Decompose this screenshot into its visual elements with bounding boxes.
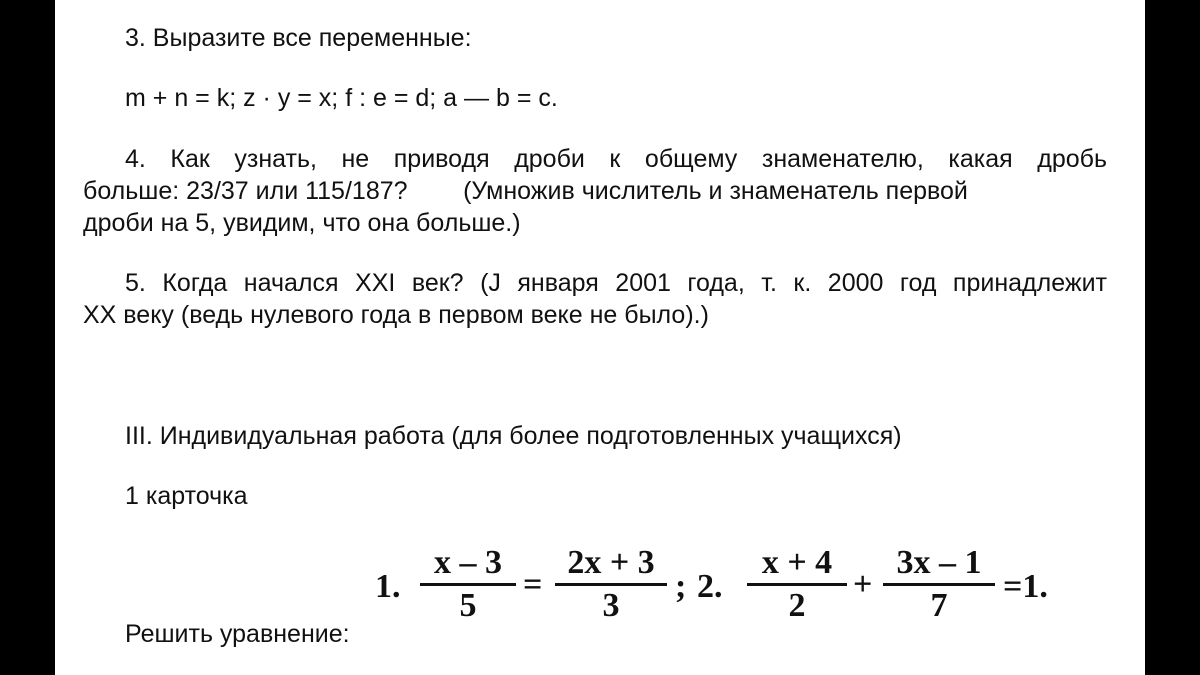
section-heading: III. Индивидуальная работа (для более подготовленных учащихся) (125, 422, 902, 450)
fraction-numerator: 3x – 1 (896, 544, 982, 581)
equation-separator: ; (675, 568, 687, 605)
equation1-right-fraction (555, 543, 667, 626)
task3-title: 3. Выразите все переменные: (125, 24, 472, 52)
fraction-denominator: 7 (930, 587, 948, 624)
fraction-denominator: 2 (788, 587, 806, 624)
document-page (55, 0, 1145, 675)
solve-label: Решить уравнение: (125, 620, 350, 648)
card-label: 1 карточка (125, 482, 248, 510)
task4-line3: дроби на 5, увидим, что она больше.) (83, 209, 521, 237)
fraction-denominator: 3 (602, 587, 620, 624)
equation2-plus: + (853, 566, 873, 603)
task4-line2: больше: 23/37 или 115/187? (Умножив числитель и знаменатель первой (83, 177, 968, 205)
task4-line1: 4. Как узнать, не приводя дроби к общему знаменателю, какая дробь (125, 145, 1107, 173)
fraction-numerator: 2x + 3 (567, 544, 655, 581)
equation2-label: 2. (697, 568, 723, 605)
fraction-numerator: x + 4 (761, 544, 833, 581)
equation1-left-fraction (420, 543, 516, 626)
equation1-label: 1. (375, 568, 401, 605)
equation1-equals: = (523, 566, 543, 603)
fraction-numerator: x – 3 (434, 544, 502, 581)
task5-line2: XX веку (ведь нулевого года в первом веке не было).) (83, 301, 709, 329)
equations-block (375, 535, 1095, 645)
task3-formulas: m + n = k; z · y = x; f : e = d; a — b = c. (125, 84, 558, 112)
equation2-equals-one: =1. (1003, 568, 1048, 605)
fraction-denominator: 5 (459, 587, 477, 624)
equation2-second-fraction (883, 543, 995, 626)
equation2-first-fraction (747, 543, 847, 626)
task5-line1: 5. Когда начался XXI век? (J января 2001 года, т. к. 2000 год принадлежит (125, 269, 1107, 297)
